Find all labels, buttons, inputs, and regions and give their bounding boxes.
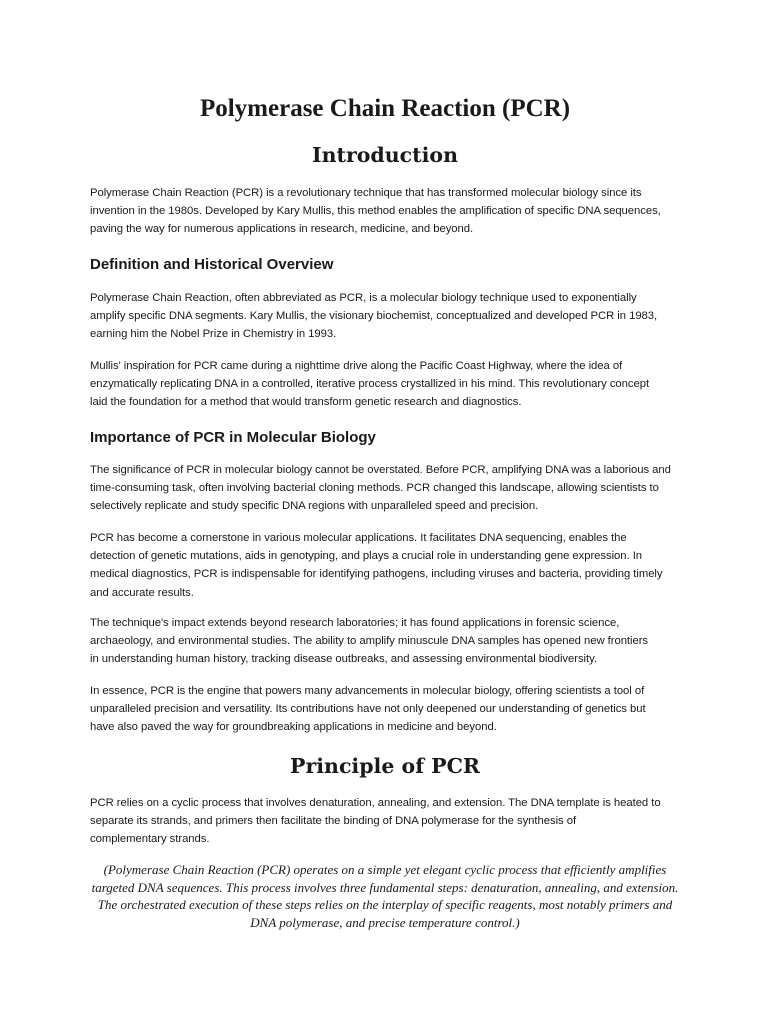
text-line: medical diagnostics, PCR is indispensable for identifying pathogens, including viruses and bacteria, providing timely	[90, 568, 663, 581]
text-line: have also paved the way for groundbreaking applications in medicine and beyond.	[90, 721, 497, 734]
text-line: unparalleled precision and versatility. Its contributions have not only deepened our understanding of genetics but	[90, 703, 646, 716]
text-line: complementary strands.	[90, 833, 210, 846]
text-line: amplify specific DNA segments. Kary Mullis, the visionary biochemist, conceptualized and developed PCR in 1983,	[90, 310, 658, 323]
text-line: enzymatically replicating DNA in a controlled, iterative process crystallized in his mind. This revolutionary concept	[90, 378, 650, 391]
definition-heading: Definition and Historical Overview	[90, 256, 334, 273]
text-line: in understanding human history, tracking disease outbreaks, and assessing environmental biodiversity.	[90, 653, 597, 666]
quote-line: (Polymerase Chain Reaction (PCR) operates on a simple yet elegant cyclic process that efficiently amplifies	[103, 862, 667, 877]
importance-paragraph-3	[90, 614, 680, 669]
text-line: In essence, PCR is the engine that powers many advancements in molecular biology, offering scientists a tool of	[90, 685, 645, 697]
importance-paragraph-4	[90, 682, 680, 737]
text-line: Polymerase Chain Reaction, often abbreviated as PCR, is a molecular biology technique used to exponentially	[90, 292, 637, 304]
text-line: time-consuming task, often involving bacterial cloning methods. PCR changed this landscape, allowing scientists to	[90, 482, 659, 495]
text-line: Polymerase Chain Reaction (PCR) is a revolutionary technique that has transformed molecular biology since its	[90, 187, 642, 199]
text-line: selectively replicate and study specific DNA regions with unparalleled speed and precision.	[90, 500, 539, 513]
text-line: The technique's impact extends beyond research laboratories; it has found applications in forensic science,	[90, 617, 620, 629]
definition-paragraph-2	[90, 357, 680, 412]
text-line: PCR has become a cornerstone in various molecular applications. It facilitates DNA sequencing, enables the	[90, 532, 627, 544]
text-line: earning him the Nobel Prize in Chemistry in 1993.	[90, 328, 337, 341]
text-line: laid the foundation for a method that would transform genetic research and diagnostics.	[90, 396, 522, 409]
definition-paragraph-1	[90, 289, 680, 344]
text-line: Mullis' inspiration for PCR came during a nighttime drive along the Pacific Coast Highway, where the idea of	[90, 360, 623, 372]
text-line: paving the way for numerous applications in research, medicine, and beyond.	[90, 223, 474, 236]
quote-line: The orchestrated execution of these steps relies on the interplay of specific reagents, most notably primers and	[97, 897, 673, 913]
principle-heading: Principle of PCR	[290, 754, 480, 778]
text-line: archaeology, and environmental studies. The ability to amplify minuscule DNA samples has opened new frontiers	[90, 635, 649, 648]
principle-quote	[90, 861, 680, 931]
introduction-paragraph	[90, 184, 680, 239]
importance-paragraph-1	[90, 461, 680, 516]
introduction-heading: Introduction	[312, 143, 458, 167]
importance-heading: Importance of PCR in Molecular Biology	[90, 429, 376, 446]
quote-line: targeted DNA sequences. This process involves three fundamental steps: denaturation, annealing, and extension.	[91, 879, 679, 895]
text-line: separate its strands, and primers then facilitate the binding of DNA polymerase for the synthesis of	[90, 815, 577, 828]
quote-line: DNA polymerase, and precise temperature control.)	[250, 914, 520, 930]
document-title: Polymerase Chain Reaction (PCR)	[199, 95, 571, 122]
text-line: The significance of PCR in molecular biology cannot be overstated. Before PCR, amplifying DNA was a laborious and	[90, 464, 671, 476]
text-line: PCR relies on a cyclic process that involves denaturation, annealing, and extension. The DNA template is heated to	[90, 797, 661, 809]
text-line: detection of genetic mutations, aids in genotyping, and plays a crucial role in understanding gene expression. In	[90, 550, 643, 563]
text-line: invention in the 1980s. Developed by Kary Mullis, this method enables the amplification of specific DNA sequences,	[90, 205, 661, 218]
text-line: and accurate results.	[90, 586, 194, 599]
principle-paragraph	[90, 794, 680, 849]
importance-paragraph-2	[90, 529, 680, 602]
